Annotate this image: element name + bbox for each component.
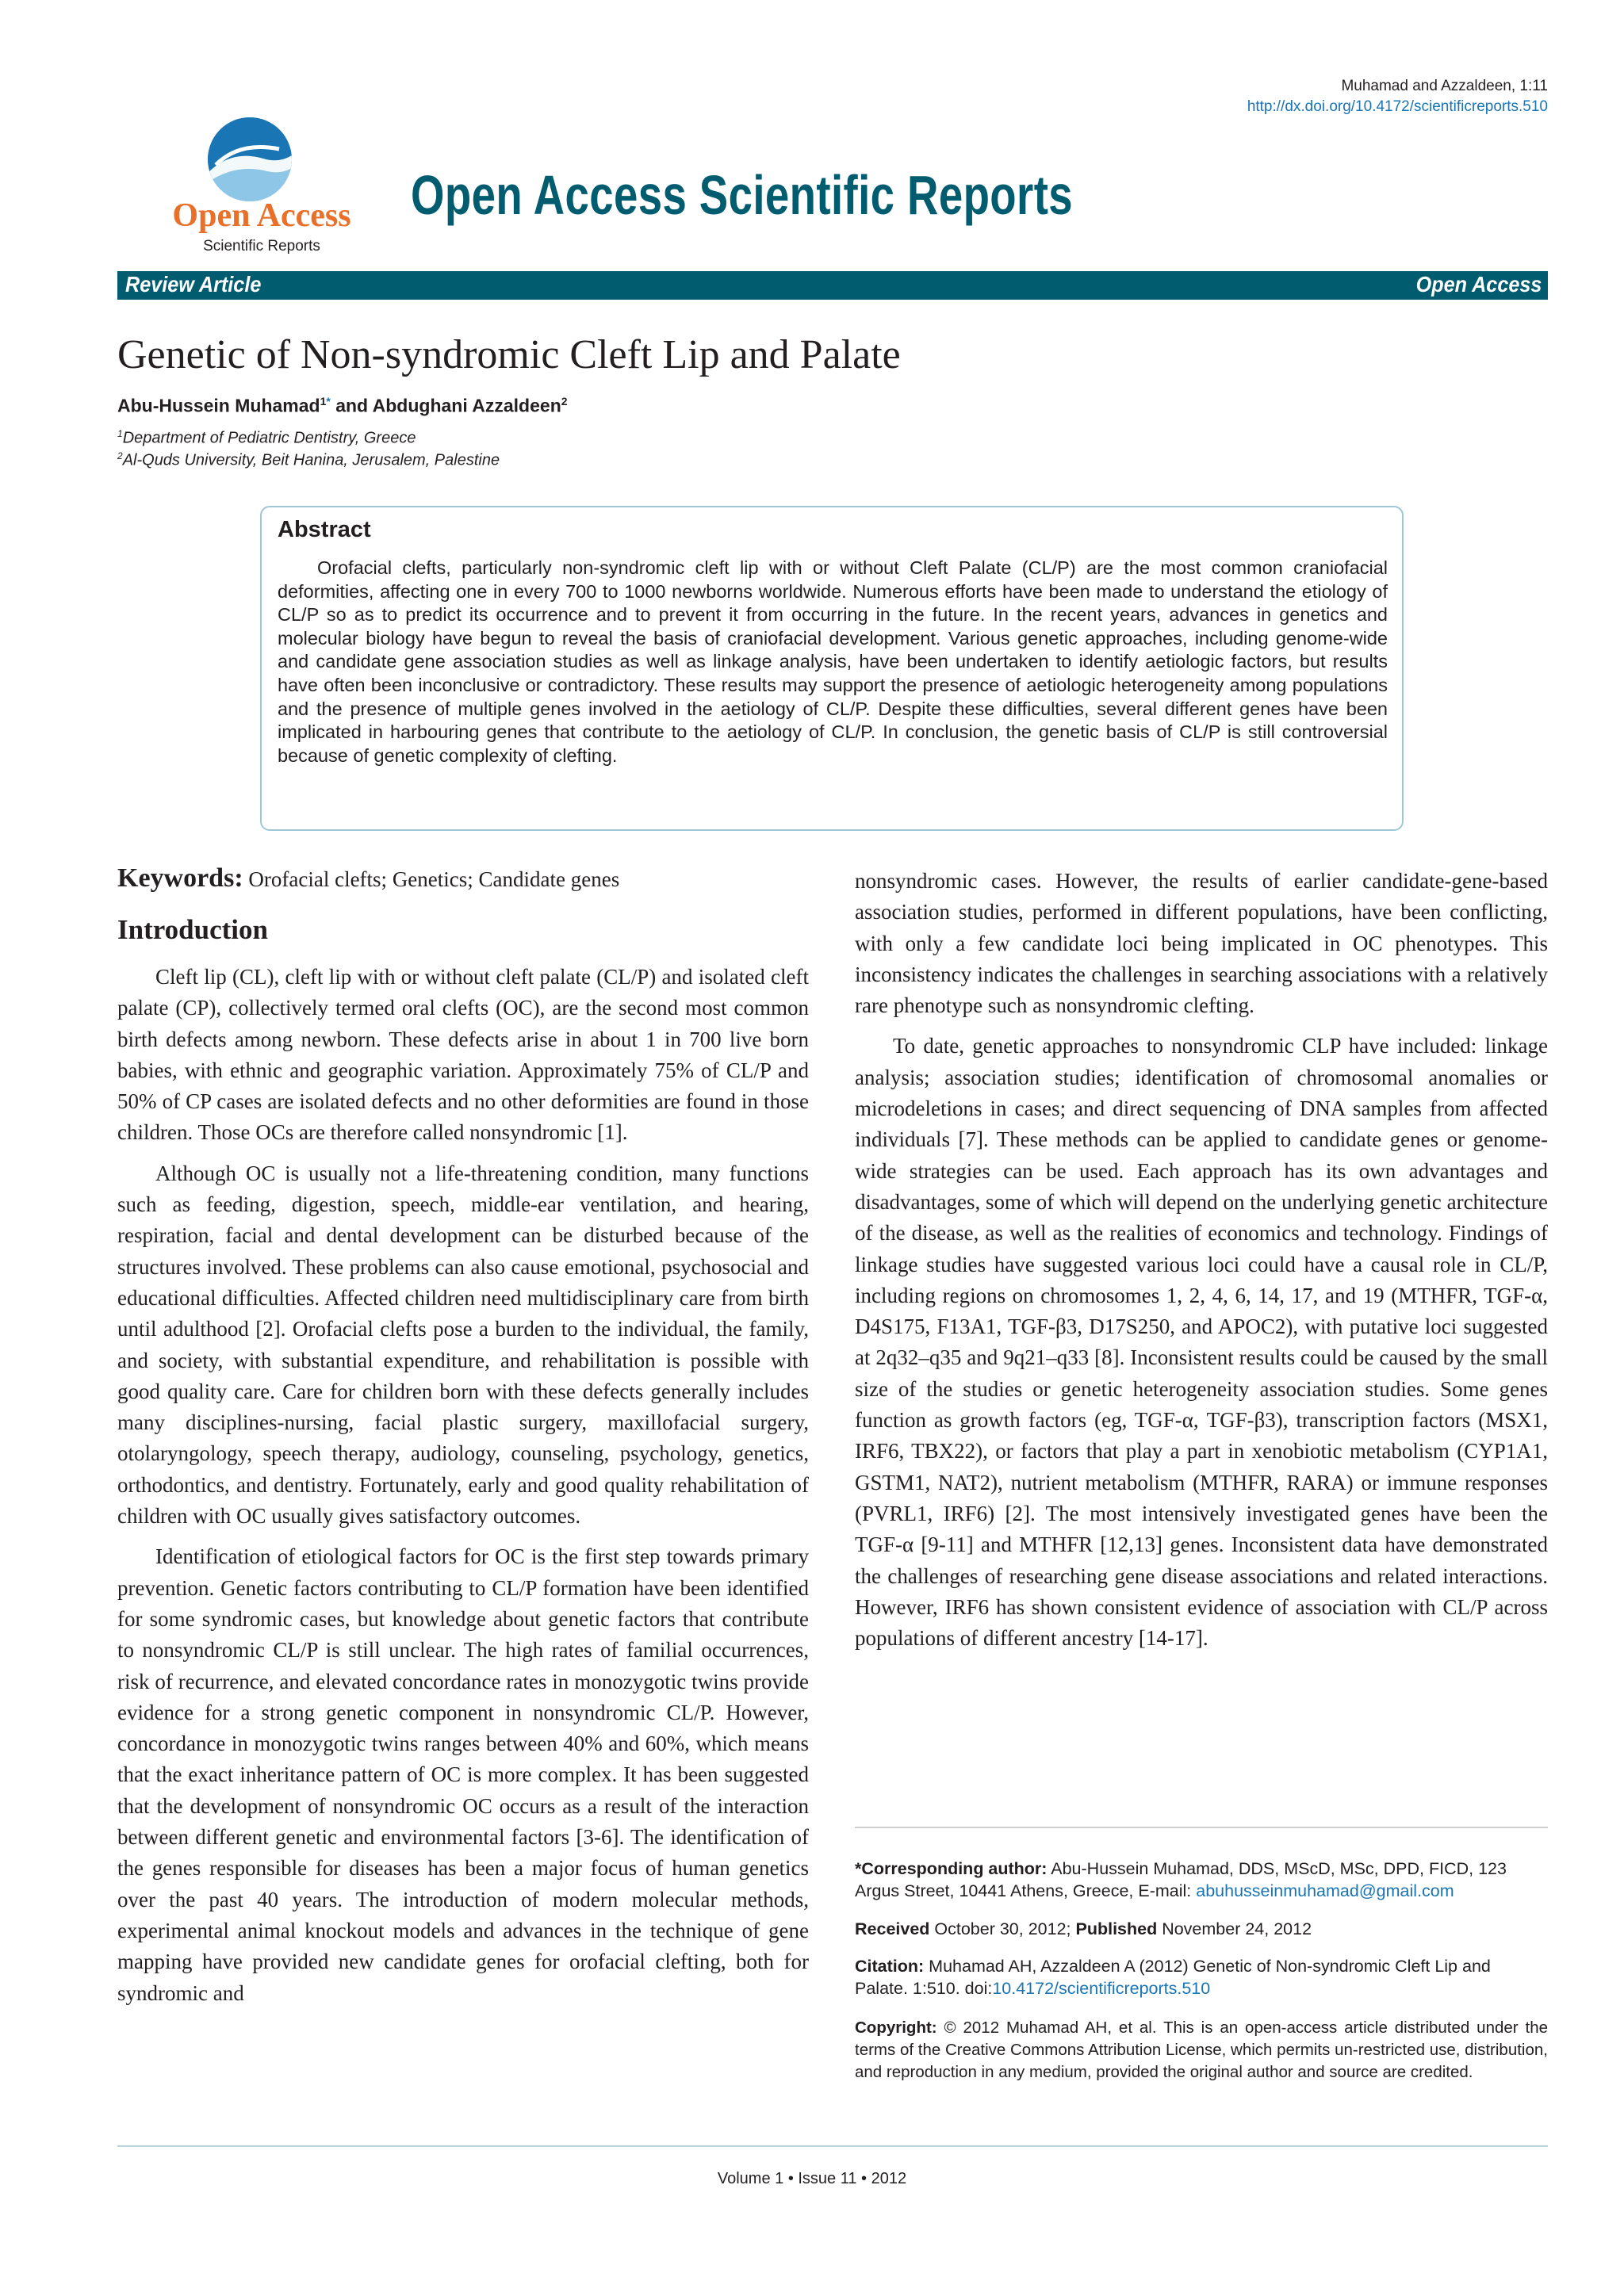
abstract-heading: Abstract xyxy=(278,517,371,542)
citation-short: Muhamad and Azzaldeen, 1:11 xyxy=(1341,78,1548,94)
corresponding-author xyxy=(855,1858,1548,1902)
article-title: Genetic of Non-syndromic Cleft Lip and Palate xyxy=(117,332,901,377)
published-label: Published xyxy=(1075,1919,1158,1938)
corresponding-marker[interactable]: * xyxy=(326,395,331,408)
article-type-label: Review Article xyxy=(125,272,262,297)
affiliation-1-number: 1 xyxy=(117,428,123,439)
footer-divider xyxy=(117,2145,1548,2147)
dates xyxy=(855,1918,1548,1940)
affiliation-2 xyxy=(117,450,500,470)
keywords-label: Keywords: xyxy=(117,863,243,893)
page-footer: Volume 1 • Issue 11 • 2012 xyxy=(717,2170,907,2187)
logo-text: Open Access xyxy=(172,197,351,234)
intro-paragraph-2: Although OC is usually not a life-threatening condition, many functions such as feeding, digestion, speech, middle-ear ventilation, and hearing, respiration, facial and dental development can be disturbed because of the structures involved. These problems can also cause emotional, psychosocial and educational difficulties. Affected children need multidisciplinary care from birth until adulthood [2]. Orofacial clefts pose a burden to the individual, the family, and society, with substantial expenditure, and rehabilitation is possible with good quality care. Care for children born with these defects generally includes many disciplines-nursing, facial plastic surgery, maxillofacial surgery, otolaryngology, speech therapy, audiology, counseling, psychology, genetics, orthodontics, and dentistry. Fortunately, early and good quality rehabilitation of children with OC usually gives satisfactory outcomes. xyxy=(117,1161,809,1529)
logo-subtitle: Scientific Reports xyxy=(203,238,320,254)
intro-paragraph-4: nonsyndromic cases. However, the results of earlier candidate-gene-based association studies, performed in different populations, have been conflicting, with only a few candidate loci being implicated in OC phenotypes. This inconsistency indicates the challenges in searching associations with a relatively rare phenotype such as nonsyndromic clefting. xyxy=(855,869,1548,1018)
right-column xyxy=(855,866,1548,1663)
copyright-text: © 2012 Muhamad AH, et al. This is an open-access article distributed under the terms of the Creative Commons Attribution License, which permits un-restricted use, distribution, and reproduction in any medium, provided the original author and source are credited. xyxy=(855,2019,1548,2081)
keywords-text: Orofacial clefts; Genetics; Candidate genes xyxy=(248,867,620,891)
affiliation-1-text: Department of Pediatric Dentistry, Greece xyxy=(122,429,416,447)
journal-logo-icon xyxy=(208,117,292,201)
author-1: Abu-Hussein Muhamad xyxy=(117,395,320,416)
journal-title: Open Access Scientific Reports xyxy=(411,164,1074,226)
affiliation-2-number: 2 xyxy=(117,450,123,461)
affiliation-2-text: Al-Quds University, Beit Hanina, Jerusalem, Palestine xyxy=(122,451,500,469)
copyright xyxy=(855,2017,1548,2084)
intro-paragraph-1: Cleft lip (CL), cleft lip with or without cleft palate (CL/P) and isolated cleft palate (CP), collectively termed oral clefts (OC), are the second most common birth defects among newborn. These defects arise in about 1 in 700 live born babies, with ethnic and geographic variation. Approximately 75% of CL/P and 50% of CP cases are isolated defects and no other deformities are found in those children. Those OCs are therefore called nonsyndromic [1]. xyxy=(117,965,809,1145)
keywords xyxy=(117,863,619,894)
author-1-affiliation: 1 xyxy=(320,395,327,408)
published-date: November 24, 2012 xyxy=(1157,1919,1312,1938)
introduction-heading: Introduction xyxy=(117,914,268,945)
received-date: October 30, 2012; xyxy=(929,1919,1076,1938)
author-2-affiliation: 2 xyxy=(561,395,568,408)
citation-label: Citation: xyxy=(855,1957,925,1976)
citation-text: Muhamad AH, Azzaldeen A (2012) Genetic of Non-syndromic Cleft Lip and Palate. 1:510. doi: xyxy=(855,1957,1491,1998)
left-column xyxy=(117,962,809,2019)
correspondence-divider xyxy=(855,1827,1548,1828)
intro-paragraph-5: To date, genetic approaches to nonsyndromic CLP have included: linkage analysis; association studies; identification of chromosomal anomalies or microdeletions in cases; and direct sequencing of DNA samples from affected individuals [7]. These methods can be applied to candidate genes or genome-wide strategies can be used. Each approach has its own advantages and disadvantages, some of which will depend on the underlying genetic architecture of the disease, as well as the realities of economics and technology. Findings of linkage studies have suggested various loci could have a causal role in CL/P, including regions on chromosomes 1, 2, 4, 6, 14, 17, and 19 (MTHFR, TGF-α, D4S175, F13A1, TGF-β3, D17S250, and APOC2), with putative loci suggested at 2q32–q35 and 9q21–q33 [8]. Inconsistent results could be caused by the small size of the studies or genetic heterogeneity association studies. Some genes function as growth factors (eg, TGF-α, TGF-β3), transcription factors (MSX1, IRF6, TBX22), or factors that play a part in xenobiotic metabolism (CYP1A1, GSTM1, NAT2), nutrient metabolism (MTHFR, RARA) or immune responses (PVRL1, IRF6) [2]. The most intensively investigated genes have been the TGF-α [9-11] and MTHFR [12,13] genes. Inconsistent data have demonstrated the challenges of researching gene disease associations and related interactions. However, IRF6 has shown consistent evidence of association with CL/P across populations of different ancestry [14-17]. xyxy=(855,1034,1548,1651)
article-type-bar xyxy=(117,271,1548,300)
intro-paragraph-3: Identification of etiological factors for OC is the first step towards primary prevention. Genetic factors contributing to CL/P formation have been identified for some syndromic cases, but knowledge about genetic factors that contribute to nonsyndromic CL/P is still unclear. The high rates of familial occurrences, risk of recurrence, and elevated concordance rates in monozygotic twins provide evidence for a strong genetic component in nonsyndromic CL/P. However, concordance in monozygotic twins ranges between 40% and 60%, which means that the exact inheritance pattern of OC is more complex. It has been suggested that the development of nonsyndromic OC occurs as a result of the interaction between different genetic and environmental factors [3-6]. The identification of the genes responsible for diseases has been a major focus of human genetics over the past 40 years. The introduction of modern molecular methods, experimental animal knockout models and advances in the technique of gene mapping have provided new candidate genes for orofacial clefting, both for syndromic and xyxy=(117,1544,809,2005)
open-access-label: Open Access xyxy=(1415,272,1542,297)
citation xyxy=(855,1955,1548,1999)
affiliation-1 xyxy=(117,428,416,448)
citation-doi-link[interactable]: 10.4172/scientificreports.510 xyxy=(992,1979,1211,1998)
received-label: Received xyxy=(855,1919,930,1938)
corresponding-text: Abu-Hussein Muhamad, DDS, MScD, MSc, DPD, FICD, 123 Argus Street, 10441 Athens, Greece, E-mail: xyxy=(855,1859,1507,1900)
corresponding-label: *Corresponding author: xyxy=(855,1859,1048,1878)
author-line xyxy=(117,395,568,417)
copyright-label: Copyright: xyxy=(855,2019,937,2037)
author-2: and Abdughani Azzaldeen xyxy=(330,395,561,416)
doi-link[interactable]: http://dx.doi.org/10.4172/scientificreports.510 xyxy=(1247,98,1548,115)
email-link[interactable]: abuhusseinmuhamad@gmail.com xyxy=(1196,1881,1454,1900)
abstract-text: Orofacial clefts, particularly non-syndromic cleft lip with or without Cleft Palate (CL/P) are the most common craniofacial deformities, affecting one in every 700 to 1000 newborns worldwide. Numerous efforts have been made to understand the etiology of CL/P so as to predict its occurrence and to prevent it from occurring in the future. In the recent years, advances in genetics and molecular biology have begun to reveal the basis of craniofacial development. Various genetic approaches, including genome-wide and candidate gene association studies as well as linkage analysis, have been undertaken to identify aetiologic factors, but results have often been inconclusive or contradictory. These results may support the presence of aetiologic heterogeneity among populations and the presence of multiple genes involved in the aetiology of CL/P. Despite these difficulties, several different genes have been implicated in harbouring genes that contribute to the aetiology of CL/P. In conclusion, the genetic basis of CL/P is still controversial because of genetic complexity of clefting. xyxy=(278,557,1388,766)
